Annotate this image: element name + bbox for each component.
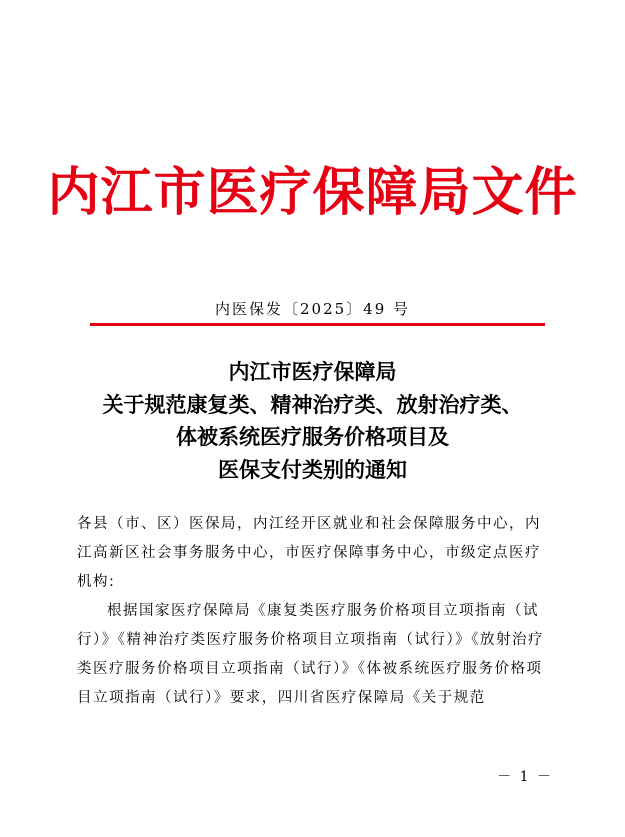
issuing-authority-title: 内江市医疗保障局文件 (47, 162, 578, 223)
red-divider-line (90, 323, 545, 326)
notice-title-line: 医保支付类别的通知 (218, 456, 407, 482)
notice-title-line: 关于规范康复类、精神治疗类、放射治疗类、 (102, 391, 523, 417)
notice-title (0, 356, 625, 486)
notice-title-line: 内江市医疗保障局 (228, 359, 397, 384)
document-body (77, 510, 555, 713)
document-number: 内医保发〔2025〕49 号 (214, 300, 411, 318)
addressee-paragraph: 各县（市、区）医保局，内江经开区就业和社会保障服务中心，内江高新区社会事务服务中心，市医疗保障事务中心，市级定点医疗机构: (77, 516, 541, 590)
body-paragraph: 根据国家医疗保障局《康复类医疗服务价格项目立项指南（试行）》《精神治疗类医疗服务价格项目立项指南（试行）》《放射治疗类医疗服务价格项目立项指南（试行）》《体被系统医疗服务价格项目立项指南（试行）》要求，四川省医疗保障局《关于规范 (77, 603, 544, 706)
page-number: － 1 － (497, 769, 553, 785)
notice-title-line: 体被系统医疗服务价格项目及 (176, 424, 449, 449)
